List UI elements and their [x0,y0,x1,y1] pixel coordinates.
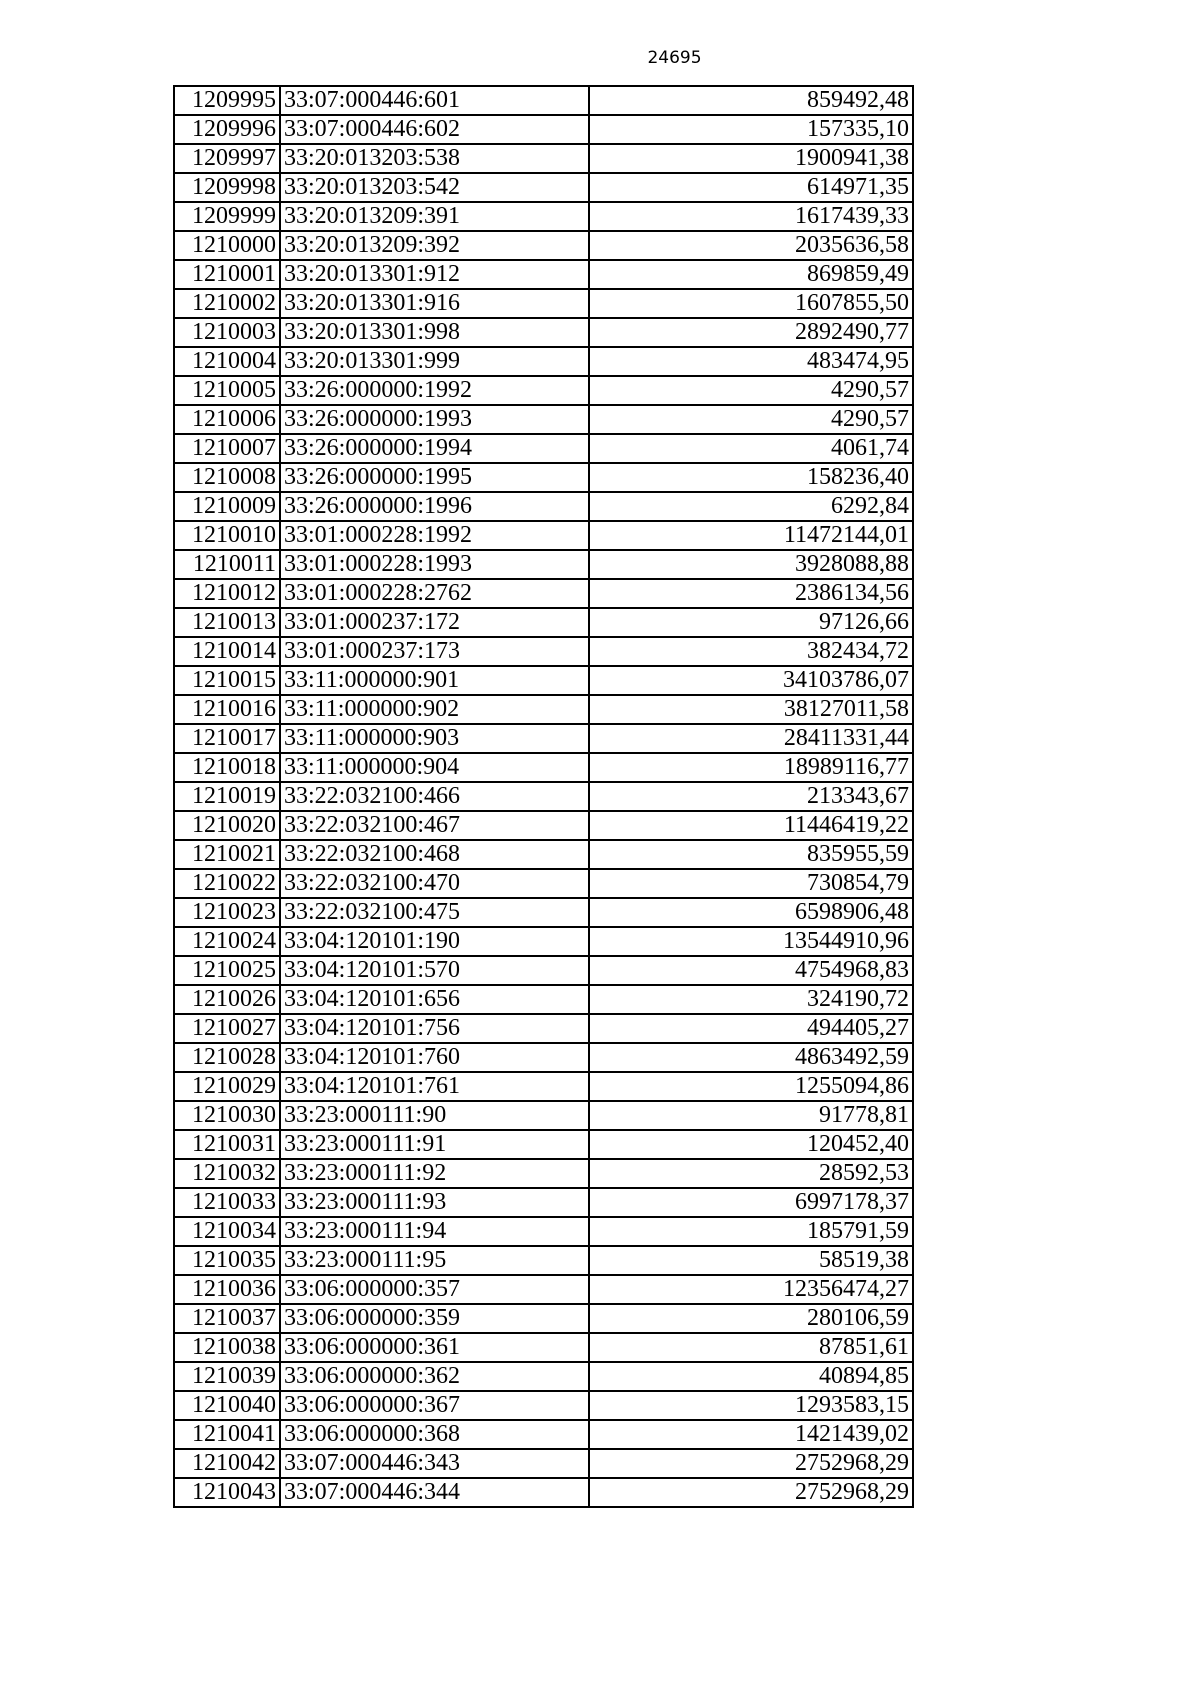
page-number: 24695 [647,48,702,68]
value-cell: 859492,48 [589,86,913,115]
row-id-cell: 1210036 [174,1275,280,1304]
table-row [174,811,913,840]
value-cell: 4754968,83 [589,956,913,985]
table-row [174,260,913,289]
row-id-cell: 1210012 [174,579,280,608]
table-row [174,318,913,347]
value-cell: 280106,59 [589,1304,913,1333]
table-row [174,1478,913,1507]
cadastral-number-cell: 33:26:000000:1993 [280,405,589,434]
value-cell: 87851,61 [589,1333,913,1362]
table-row [174,405,913,434]
row-id-cell: 1210006 [174,405,280,434]
row-id-cell: 1210032 [174,1159,280,1188]
value-cell: 4290,57 [589,376,913,405]
cadastral-number-cell: 33:06:000000:359 [280,1304,589,1333]
row-id-cell: 1210016 [174,695,280,724]
row-id-cell: 1210001 [174,260,280,289]
value-cell: 91778,81 [589,1101,913,1130]
table-row [174,1188,913,1217]
row-id-cell: 1210040 [174,1391,280,1420]
value-cell: 324190,72 [589,985,913,1014]
row-id-cell: 1210007 [174,434,280,463]
row-id-cell: 1209997 [174,144,280,173]
cadastral-number-cell: 33:23:000111:93 [280,1188,589,1217]
cadastral-number-cell: 33:06:000000:357 [280,1275,589,1304]
row-id-cell: 1209999 [174,202,280,231]
row-id-cell: 1210003 [174,318,280,347]
cadastral-number-cell: 33:07:000446:601 [280,86,589,115]
table-row [174,1246,913,1275]
table-row [174,86,913,115]
cadastral-number-cell: 33:20:013203:538 [280,144,589,173]
value-cell: 1255094,86 [589,1072,913,1101]
table-row [174,1449,913,1478]
cadastral-number-cell: 33:23:000111:91 [280,1130,589,1159]
cadastral-number-cell: 33:20:013301:912 [280,260,589,289]
value-cell: 835955,59 [589,840,913,869]
table-row [174,1043,913,1072]
cadastral-number-cell: 33:06:000000:367 [280,1391,589,1420]
cadastral-number-cell: 33:22:032100:466 [280,782,589,811]
value-cell: 494405,27 [589,1014,913,1043]
row-id-cell: 1210017 [174,724,280,753]
row-id-cell: 1210035 [174,1246,280,1275]
value-cell: 1421439,02 [589,1420,913,1449]
value-cell: 2752968,29 [589,1478,913,1507]
cadastral-number-cell: 33:01:000228:1992 [280,521,589,550]
row-id-cell: 1210013 [174,608,280,637]
table-row [174,956,913,985]
cadastral-number-cell: 33:20:013209:392 [280,231,589,260]
value-cell: 58519,38 [589,1246,913,1275]
value-cell: 6292,84 [589,492,913,521]
row-id-cell: 1210027 [174,1014,280,1043]
cadastral-number-cell: 33:01:000237:173 [280,637,589,666]
table-row [174,463,913,492]
row-id-cell: 1210029 [174,1072,280,1101]
table-row [174,1159,913,1188]
row-id-cell: 1209998 [174,173,280,202]
row-id-cell: 1210009 [174,492,280,521]
table-row [174,695,913,724]
cadastral-number-cell: 33:06:000000:368 [280,1420,589,1449]
table-row [174,1217,913,1246]
row-id-cell: 1210011 [174,550,280,579]
cadastral-number-cell: 33:20:013301:916 [280,289,589,318]
table-row [174,1014,913,1043]
cadastral-number-cell: 33:01:000228:1993 [280,550,589,579]
cadastral-number-cell: 33:26:000000:1992 [280,376,589,405]
cadastral-number-cell: 33:23:000111:95 [280,1246,589,1275]
table-row [174,724,913,753]
row-id-cell: 1210024 [174,927,280,956]
cadastral-value-table [173,85,914,1508]
value-cell: 28411331,44 [589,724,913,753]
value-cell: 11446419,22 [589,811,913,840]
row-id-cell: 1210042 [174,1449,280,1478]
table-row [174,1275,913,1304]
cadastral-number-cell: 33:07:000446:343 [280,1449,589,1478]
table-row [174,927,913,956]
row-id-cell: 1210002 [174,289,280,318]
table-row [174,376,913,405]
cadastral-number-cell: 33:06:000000:362 [280,1362,589,1391]
value-cell: 18989116,77 [589,753,913,782]
value-cell: 1617439,33 [589,202,913,231]
row-id-cell: 1210000 [174,231,280,260]
table-row [174,347,913,376]
value-cell: 4863492,59 [589,1043,913,1072]
table-row [174,202,913,231]
cadastral-number-cell: 33:07:000446:344 [280,1478,589,1507]
table-row [174,550,913,579]
table-row [174,1304,913,1333]
table-row [174,579,913,608]
row-id-cell: 1210021 [174,840,280,869]
row-id-cell: 1210015 [174,666,280,695]
table-row [174,173,913,202]
row-id-cell: 1209995 [174,86,280,115]
cadastral-number-cell: 33:04:120101:761 [280,1072,589,1101]
table-row [174,1130,913,1159]
value-cell: 6997178,37 [589,1188,913,1217]
value-cell: 11472144,01 [589,521,913,550]
row-id-cell: 1210010 [174,521,280,550]
value-cell: 1607855,50 [589,289,913,318]
cadastral-number-cell: 33:26:000000:1995 [280,463,589,492]
row-id-cell: 1210008 [174,463,280,492]
row-id-cell: 1210023 [174,898,280,927]
value-cell: 2752968,29 [589,1449,913,1478]
table-row [174,1101,913,1130]
table-row [174,840,913,869]
row-id-cell: 1210028 [174,1043,280,1072]
table-row [174,1420,913,1449]
cadastral-number-cell: 33:11:000000:901 [280,666,589,695]
cadastral-number-cell: 33:22:032100:468 [280,840,589,869]
value-cell: 28592,53 [589,1159,913,1188]
table-row [174,492,913,521]
cadastral-number-cell: 33:11:000000:902 [280,695,589,724]
row-id-cell: 1210041 [174,1420,280,1449]
row-id-cell: 1210018 [174,753,280,782]
value-cell: 382434,72 [589,637,913,666]
cadastral-number-cell: 33:20:013301:999 [280,347,589,376]
table-row [174,608,913,637]
table-row [174,1391,913,1420]
cadastral-number-cell: 33:04:120101:190 [280,927,589,956]
row-id-cell: 1210005 [174,376,280,405]
row-id-cell: 1210014 [174,637,280,666]
row-id-cell: 1210038 [174,1333,280,1362]
row-id-cell: 1210022 [174,869,280,898]
table-row [174,115,913,144]
cadastral-number-cell: 33:04:120101:656 [280,985,589,1014]
value-cell: 2892490,77 [589,318,913,347]
table-row [174,231,913,260]
cadastral-number-cell: 33:01:000228:2762 [280,579,589,608]
cadastral-number-cell: 33:04:120101:760 [280,1043,589,1072]
value-cell: 4061,74 [589,434,913,463]
value-cell: 2035636,58 [589,231,913,260]
table-row [174,1333,913,1362]
cadastral-number-cell: 33:20:013301:998 [280,318,589,347]
table-row [174,782,913,811]
table-row [174,666,913,695]
value-cell: 3928088,88 [589,550,913,579]
cadastral-number-cell: 33:23:000111:94 [280,1217,589,1246]
value-cell: 869859,49 [589,260,913,289]
cadastral-number-cell: 33:23:000111:90 [280,1101,589,1130]
value-cell: 40894,85 [589,1362,913,1391]
cadastral-number-cell: 33:22:032100:467 [280,811,589,840]
row-id-cell: 1210020 [174,811,280,840]
cadastral-number-cell: 33:11:000000:904 [280,753,589,782]
row-id-cell: 1210043 [174,1478,280,1507]
value-cell: 2386134,56 [589,579,913,608]
value-cell: 158236,40 [589,463,913,492]
table-row [174,144,913,173]
value-cell: 6598906,48 [589,898,913,927]
value-cell: 213343,67 [589,782,913,811]
row-id-cell: 1210039 [174,1362,280,1391]
value-cell: 185791,59 [589,1217,913,1246]
value-cell: 614971,35 [589,173,913,202]
value-cell: 120452,40 [589,1130,913,1159]
table-row [174,521,913,550]
row-id-cell: 1210019 [174,782,280,811]
value-cell: 1293583,15 [589,1391,913,1420]
value-cell: 34103786,07 [589,666,913,695]
row-id-cell: 1210033 [174,1188,280,1217]
cadastral-number-cell: 33:20:013203:542 [280,173,589,202]
value-cell: 38127011,58 [589,695,913,724]
cadastral-number-cell: 33:11:000000:903 [280,724,589,753]
cadastral-number-cell: 33:04:120101:756 [280,1014,589,1043]
value-cell: 12356474,27 [589,1275,913,1304]
table-row [174,753,913,782]
table-body [174,86,913,1507]
value-cell: 97126,66 [589,608,913,637]
row-id-cell: 1210025 [174,956,280,985]
row-id-cell: 1210034 [174,1217,280,1246]
row-id-cell: 1210004 [174,347,280,376]
row-id-cell: 1210031 [174,1130,280,1159]
table-row [174,1072,913,1101]
table-row [174,898,913,927]
cadastral-number-cell: 33:04:120101:570 [280,956,589,985]
cadastral-number-cell: 33:07:000446:602 [280,115,589,144]
cadastral-number-cell: 33:26:000000:1994 [280,434,589,463]
cadastral-number-cell: 33:06:000000:361 [280,1333,589,1362]
table-row [174,434,913,463]
table-row [174,985,913,1014]
value-cell: 157335,10 [589,115,913,144]
row-id-cell: 1209996 [174,115,280,144]
table-row [174,1362,913,1391]
cadastral-number-cell: 33:22:032100:470 [280,869,589,898]
value-cell: 4290,57 [589,405,913,434]
row-id-cell: 1210026 [174,985,280,1014]
table-row [174,289,913,318]
table-row [174,637,913,666]
cadastral-number-cell: 33:22:032100:475 [280,898,589,927]
cadastral-number-cell: 33:26:000000:1996 [280,492,589,521]
row-id-cell: 1210030 [174,1101,280,1130]
cadastral-number-cell: 33:23:000111:92 [280,1159,589,1188]
table-row [174,869,913,898]
value-cell: 730854,79 [589,869,913,898]
cadastral-number-cell: 33:20:013209:391 [280,202,589,231]
row-id-cell: 1210037 [174,1304,280,1333]
value-cell: 13544910,96 [589,927,913,956]
value-cell: 483474,95 [589,347,913,376]
value-cell: 1900941,38 [589,144,913,173]
cadastral-number-cell: 33:01:000237:172 [280,608,589,637]
